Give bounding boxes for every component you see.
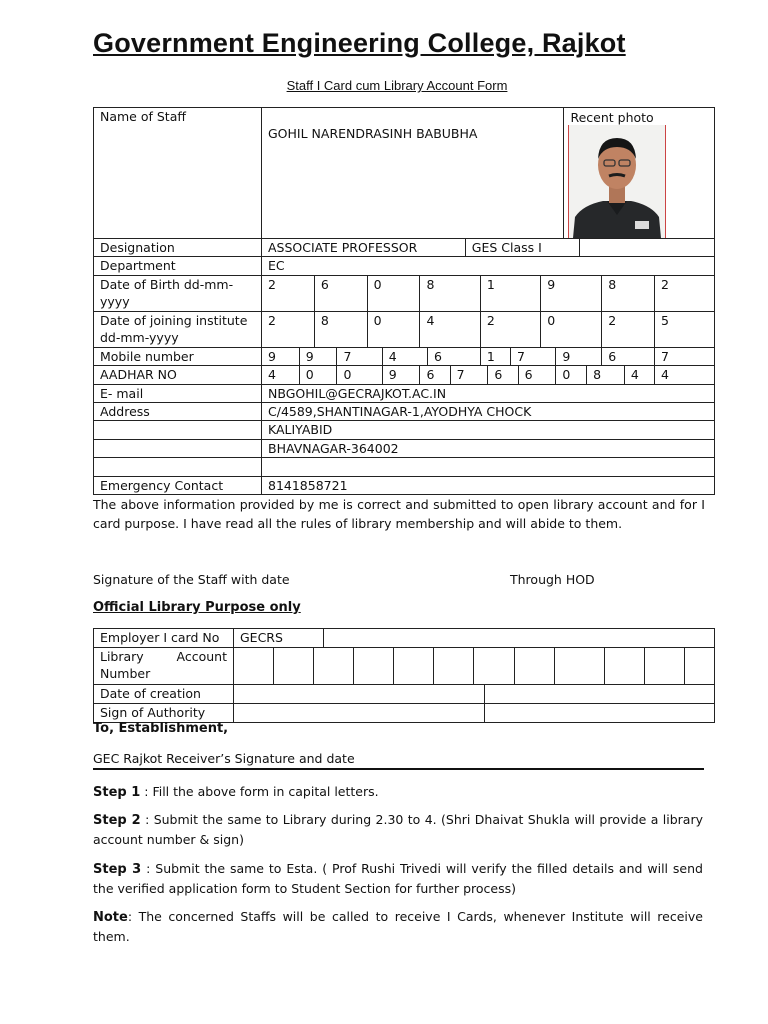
step-title: Step 1	[93, 785, 141, 800]
table-row	[94, 347, 715, 365]
mobile-digit: 9	[299, 347, 337, 365]
dob-label: Date of Birth dd-mm-yyyy	[94, 275, 262, 311]
creation-label: Date of creation	[94, 685, 234, 704]
dob-digit: 0	[367, 275, 420, 311]
doj-digit: 8	[314, 311, 367, 347]
employer-value: GECRS	[234, 629, 324, 648]
aadhar-digit: 4	[262, 366, 300, 384]
authority-label: Sign of Authority	[94, 704, 234, 723]
table-row	[94, 421, 715, 439]
email-value: NBGOHIL@GECRAJKOT.AC.IN	[262, 384, 715, 402]
dob-digit: 2	[262, 275, 315, 311]
table-row	[94, 704, 715, 723]
doj-digit: 2	[480, 311, 540, 347]
table-row	[94, 311, 715, 347]
doj-digit: 5	[655, 311, 715, 347]
mobile-digit: 7	[655, 347, 715, 365]
table-row	[94, 402, 715, 420]
aadhar-digit: 0	[556, 366, 587, 384]
table-row	[94, 275, 715, 311]
address-line: KALIYABID	[262, 421, 715, 439]
name-label: Name of Staff	[94, 108, 262, 239]
emergency-label: Emergency Contact	[94, 476, 262, 494]
account-box	[354, 648, 394, 685]
employer-label: Employer I card No	[94, 629, 234, 648]
emergency-value: 8141858721	[262, 476, 715, 494]
mobile-label: Mobile number	[94, 347, 262, 365]
aadhar-label: AADHAR NO	[94, 366, 262, 384]
hod-signature-label: Through HOD	[510, 572, 595, 587]
account-box	[684, 648, 714, 685]
table-row	[94, 384, 715, 402]
account-box	[234, 648, 274, 685]
mobile-digit: 9	[262, 347, 300, 365]
department-value: EC	[262, 257, 715, 275]
library-account-label: Library Account Number	[94, 648, 234, 685]
empty-cell	[94, 458, 262, 476]
empty-cell	[94, 439, 262, 457]
mobile-digit: 1	[480, 347, 510, 365]
declaration-text: The above information provided by me is correct and submitted to open library account and for I card purpose. I have read all the rules of library membership and will abide to them.	[93, 497, 705, 531]
receiver-signature-line	[93, 768, 704, 770]
dob-digit: 9	[541, 275, 602, 311]
empty-cell	[234, 685, 485, 704]
table-row	[94, 629, 715, 648]
account-box	[474, 648, 514, 685]
aadhar-digit: 7	[450, 366, 488, 384]
dob-digit: 1	[480, 275, 540, 311]
mobile-digit: 9	[556, 347, 602, 365]
step-title: Step 2	[93, 813, 141, 828]
account-box	[554, 648, 604, 685]
empty-cell	[324, 629, 715, 648]
empty-cell	[484, 685, 715, 704]
doj-label: Date of joining institute dd-mm-yyyy	[94, 311, 262, 347]
staff-photo	[568, 125, 666, 238]
account-box	[434, 648, 474, 685]
aadhar-digit: 4	[624, 366, 654, 384]
email-label: E- mail	[94, 384, 262, 402]
form-title: Staff I Card cum Library Account Form	[286, 78, 508, 93]
doj-digit: 2	[262, 311, 315, 347]
doj-digit: 4	[420, 311, 480, 347]
establishment-heading: To, Establishment,	[93, 721, 229, 736]
official-heading: Official Library Purpose only	[93, 600, 301, 615]
aadhar-digit: 0	[337, 366, 382, 384]
dob-digit: 6	[314, 275, 367, 311]
doj-digit: 0	[541, 311, 602, 347]
receiver-signature-label: GEC Rajkot Receiver’s Signature and date	[93, 751, 355, 766]
photo-label: Recent photo	[570, 110, 654, 125]
step-text: : Submit the same to Esta. ( Prof Rushi Trivedi will verify the filled details and will send the verified application form to Student Section for further process)	[93, 861, 703, 896]
note-text: : The concerned Staffs will be called to receive I Cards, whenever Institute will receive them.	[93, 909, 703, 944]
staff-signature-label: Signature of the Staff with date	[93, 572, 290, 587]
aadhar-digit: 8	[587, 366, 625, 384]
note	[93, 907, 703, 946]
table-row	[94, 366, 715, 384]
account-box	[274, 648, 314, 685]
designation-label: Designation	[94, 239, 262, 257]
step-3	[93, 859, 703, 898]
table-row	[94, 439, 715, 457]
table-row	[94, 458, 715, 476]
photo-cell	[564, 108, 715, 239]
address-line: C/4589,SHANTINAGAR-1,AYODHYA CHOCK	[262, 402, 715, 420]
dob-digit: 8	[602, 275, 655, 311]
table-row	[94, 239, 715, 257]
address-line: BHAVNAGAR-364002	[262, 439, 715, 457]
staff-name-value: GOHIL NARENDRASINH BABUBHA	[262, 108, 564, 239]
empty-cell	[234, 704, 485, 723]
doj-digit: 2	[602, 311, 655, 347]
table-row	[94, 257, 715, 275]
doj-digit: 0	[367, 311, 420, 347]
step-text: : Submit the same to Library during 2.30 to 4. (Shri Dhaivat Shukla will provide a library account number & sign)	[93, 812, 703, 847]
step-title: Step 3	[93, 862, 142, 877]
college-title: Government Engineering College, Rajkot	[93, 28, 626, 58]
account-box	[604, 648, 644, 685]
department-label: Department	[94, 257, 262, 275]
dob-digit: 8	[420, 275, 480, 311]
address-label: Address	[94, 402, 262, 420]
empty-cell	[579, 239, 715, 257]
step-2	[93, 810, 703, 849]
class-value: GES Class I	[465, 239, 579, 257]
step-1	[93, 782, 703, 802]
aadhar-digit: 9	[382, 366, 420, 384]
aadhar-digit: 6	[488, 366, 518, 384]
mobile-digit: 6	[428, 347, 481, 365]
aadhar-digit: 6	[518, 366, 556, 384]
step-text: : Fill the above form in capital letters.	[140, 784, 379, 799]
aadhar-digit: 0	[299, 366, 337, 384]
staff-details-table	[93, 107, 715, 495]
account-box	[644, 648, 684, 685]
table-row	[94, 476, 715, 494]
mobile-digit: 4	[382, 347, 427, 365]
note-title: Note	[93, 910, 128, 925]
account-box	[314, 648, 354, 685]
mobile-digit: 6	[602, 347, 655, 365]
aadhar-digit: 6	[420, 366, 450, 384]
empty-cell	[484, 704, 715, 723]
table-row	[94, 108, 715, 239]
empty-cell	[94, 421, 262, 439]
account-box	[394, 648, 434, 685]
designation-value: ASSOCIATE PROFESSOR	[262, 239, 466, 257]
mobile-digit: 7	[511, 347, 556, 365]
account-box	[514, 648, 554, 685]
library-table	[93, 628, 715, 723]
table-row	[94, 685, 715, 704]
table-row	[94, 648, 715, 685]
mobile-digit: 7	[337, 347, 382, 365]
dob-digit: 2	[655, 275, 715, 311]
aadhar-digit: 4	[655, 366, 715, 384]
empty-cell	[262, 458, 715, 476]
